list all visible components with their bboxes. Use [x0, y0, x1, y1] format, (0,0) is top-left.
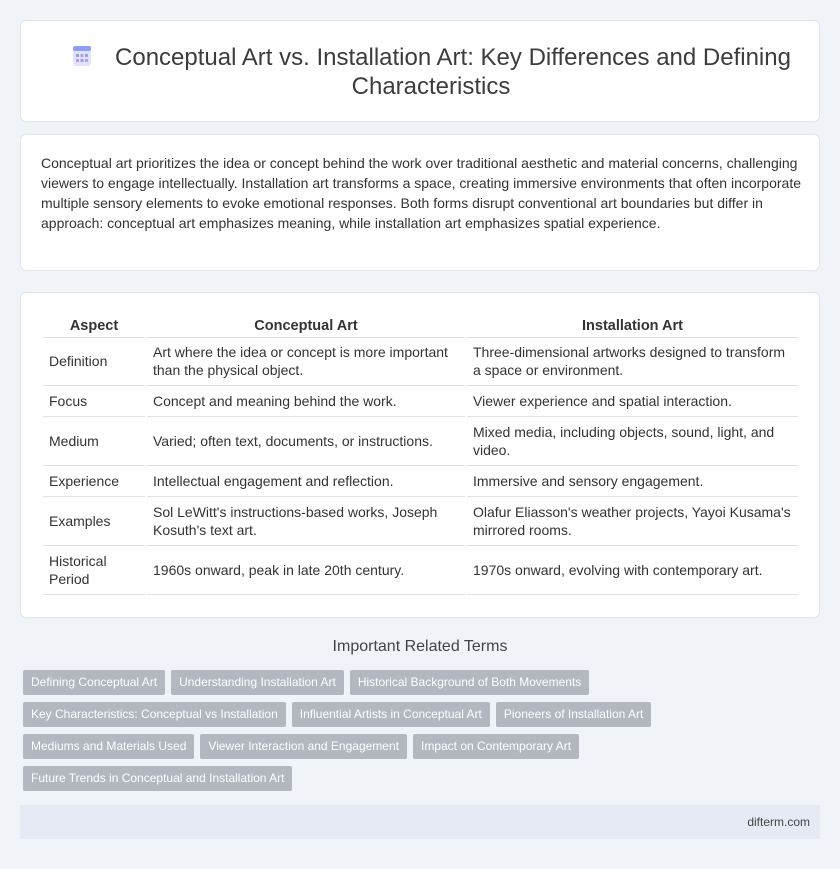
related-term-tag[interactable]: Key Characteristics: Conceptual vs Installation: [23, 702, 286, 727]
comparison-table: [43, 311, 798, 595]
table-row: [43, 545, 798, 594]
row-conceptual: 1960s onward, peak in late 20th century.: [146, 545, 466, 594]
row-conceptual: Intellectual engagement and reflection.: [146, 465, 466, 496]
row-installation: 1970s onward, evolving with contemporary art.: [466, 545, 798, 594]
comparison-card: [20, 292, 820, 618]
row-aspect: Definition: [43, 337, 146, 385]
row-installation: Viewer experience and spatial interaction.: [466, 385, 798, 416]
intro-paragraph: Conceptual art prioritizes the idea or concept behind the work over traditional aesthetic and material concerns, challenging viewers to engage intellectually. Installation art transforms a space, creating immersive environments that often incorporate multiple sensory elements to evoke emotional responses. Both forms disrupt conventional art boundaries but differ in approach: conceptual art emphasizes meaning, while installation art emphasizes spatial experience.: [41, 155, 801, 231]
table-row: [43, 337, 798, 385]
row-installation: Olafur Eliasson's weather projects, Yayoi Kusama's mirrored rooms.: [466, 496, 798, 545]
related-term-tag[interactable]: Viewer Interaction and Engagement: [200, 734, 407, 759]
footer-bar: [20, 805, 820, 839]
related-term-tag[interactable]: Mediums and Materials Used: [23, 734, 194, 759]
document-icon: [71, 45, 93, 67]
intro-card: [20, 134, 820, 271]
table-row: [43, 496, 798, 545]
related-term-tag[interactable]: Pioneers of Installation Art: [496, 702, 651, 727]
header-installation-art: Installation Art: [466, 311, 798, 337]
row-installation: Mixed media, including objects, sound, light, and video.: [466, 416, 798, 465]
row-conceptual: Varied; often text, documents, or instructions.: [146, 416, 466, 465]
row-installation: Three-dimensional artworks designed to transform a space or environment.: [466, 337, 798, 385]
related-term-tag[interactable]: Historical Background of Both Movements: [350, 670, 589, 695]
table-row: [43, 465, 798, 496]
row-conceptual: Concept and meaning behind the work.: [146, 385, 466, 416]
related-term-tag[interactable]: Future Trends in Conceptual and Installation Art: [23, 766, 292, 791]
row-aspect: Examples: [43, 496, 146, 545]
row-aspect: Medium: [43, 416, 146, 465]
related-terms-title: Important Related Terms: [332, 638, 508, 655]
row-aspect: Historical Period: [43, 545, 146, 594]
row-aspect: Experience: [43, 465, 146, 496]
related-term-tag[interactable]: Influential Artists in Conceptual Art: [292, 702, 490, 727]
row-aspect: Focus: [43, 385, 146, 416]
row-installation: Immersive and sensory engagement.: [466, 465, 798, 496]
footer-site-link[interactable]: difterm.com: [747, 815, 810, 829]
related-term-tag[interactable]: Impact on Contemporary Art: [413, 734, 579, 759]
header-card: [20, 20, 820, 122]
related-term-tag[interactable]: Understanding Installation Art: [171, 670, 344, 695]
header-aspect: Aspect: [43, 311, 146, 337]
row-conceptual: Sol LeWitt's instructions-based works, Joseph Kosuth's text art.: [146, 496, 466, 545]
row-conceptual: Art where the idea or concept is more important than the physical object.: [146, 337, 466, 385]
table-row: [43, 385, 798, 416]
page-title-wrap: [61, 43, 801, 101]
table-row: [43, 416, 798, 465]
related-term-tag[interactable]: Defining Conceptual Art: [23, 670, 165, 695]
table-header-row: [43, 311, 798, 337]
related-terms-list: [23, 670, 803, 798]
header-conceptual-art: Conceptual Art: [146, 311, 466, 337]
page-title: Conceptual Art vs. Installation Art: Key Differences and Defining Characteristics: [115, 44, 791, 100]
